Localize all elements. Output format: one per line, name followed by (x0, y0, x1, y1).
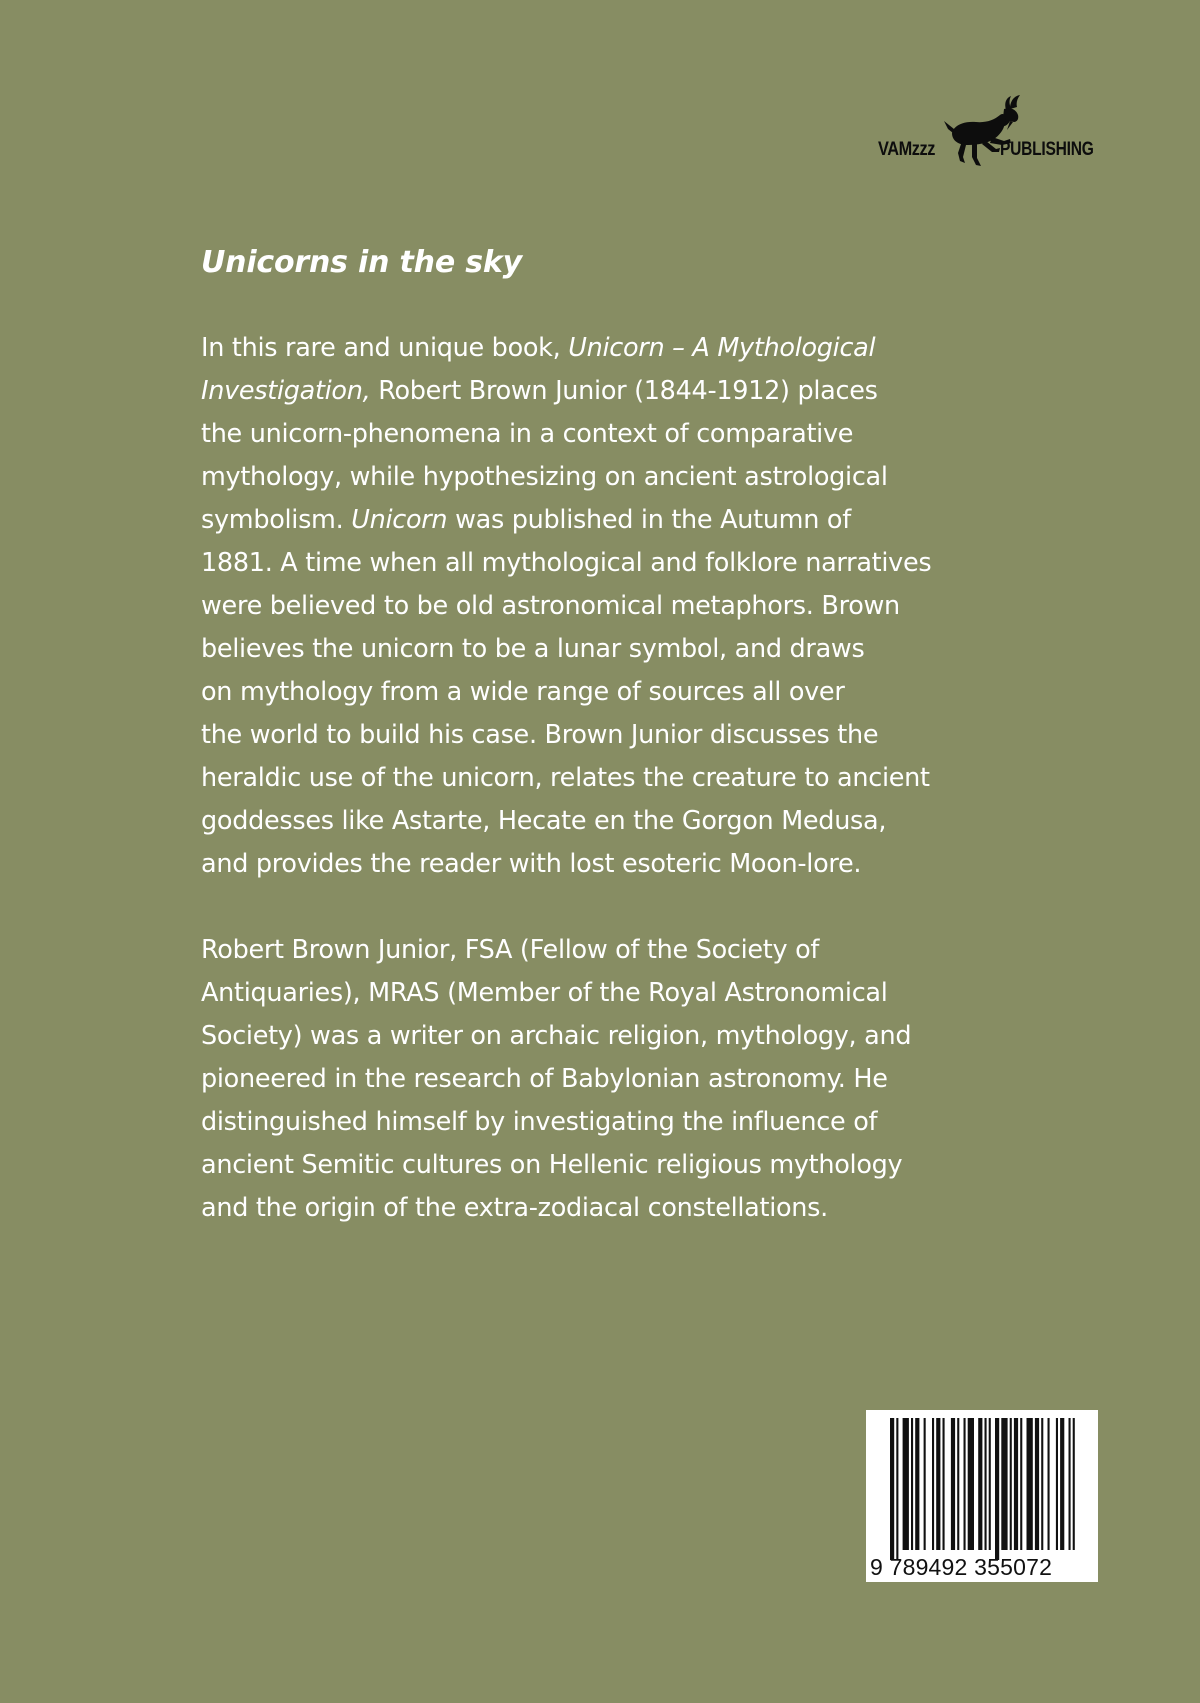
text-line (201, 757, 981, 800)
text-line (201, 671, 981, 714)
text-line: Antiquaries), MRAS (Member of the Royal Astronomical (201, 978, 888, 1008)
barcode-bar (1027, 1418, 1033, 1550)
text-run: and provides the reader with lost esoteric Moon-lore. (201, 849, 862, 879)
barcode-bar (995, 1418, 999, 1560)
barcode-bar (957, 1418, 959, 1550)
barcode-bar (896, 1418, 898, 1560)
barcode-bar (951, 1418, 955, 1550)
barcode-bar (890, 1418, 894, 1560)
text-run: goddesses like Astarte, Hecate en the Gorgon Medusa, (201, 806, 887, 836)
barcode-bar (1048, 1418, 1050, 1550)
text-run: believes the unicorn to be a lunar symbol, and draws (201, 634, 865, 664)
text-run: on mythology from a wide range of sources all over (201, 677, 845, 707)
text-run: In this rare and unique book, (201, 333, 569, 363)
publisher-name-left: VAMzzz (878, 139, 936, 160)
text-run: heraldic use of the unicorn, relates the creature to ancient (201, 763, 930, 793)
text-line (201, 370, 981, 413)
text-run: 1881. A time when all mythological and folklore narratives (201, 548, 932, 578)
text-line (201, 628, 981, 671)
text-line (201, 499, 981, 542)
barcode-bar (1056, 1418, 1058, 1550)
text-line: Society) was a writer on archaic religion, mythology, and (201, 1021, 912, 1051)
barcode-bar (985, 1418, 987, 1550)
text-line (201, 327, 981, 370)
text-line (201, 542, 981, 585)
barcode-bar (1060, 1418, 1064, 1550)
text-run: mythology, while hypothesizing on ancient astrological (201, 462, 888, 492)
barcode-bar (1035, 1418, 1039, 1550)
text-line: pioneered in the research of Babylonian astronomy. He (201, 1064, 888, 1094)
barcode-bar (968, 1418, 974, 1550)
barcode-bar (1010, 1418, 1012, 1550)
publisher-name-right: PUBLISHING (1000, 139, 1094, 160)
text-line: ancient Semitic cultures on Hellenic religious mythology (201, 1150, 903, 1180)
text-run: symbolism. (201, 505, 352, 535)
isbn-barcode (866, 1410, 1098, 1582)
heading: Unicorns in the sky (201, 245, 522, 280)
text-line: and the origin of the extra-zodiacal constellations. (201, 1193, 828, 1223)
barcode-bar (1020, 1418, 1022, 1550)
barcode-digits: 9 789492 355072 (870, 1554, 1053, 1580)
text-run: were believed to be old astronomical metaphors. Brown (201, 591, 900, 621)
publisher-logo (878, 95, 1102, 167)
barcode-bar (1073, 1418, 1075, 1550)
text-line (201, 800, 981, 843)
text-line (201, 843, 981, 886)
italic-text: Investigation, (201, 376, 371, 406)
barcode-bar (911, 1418, 913, 1550)
text-line: Robert Brown Junior, FSA (Fellow of the Society of (201, 935, 820, 965)
barcode-bar (1014, 1418, 1018, 1550)
isbn-barcode-icon (866, 1410, 1098, 1560)
text-run: Robert Brown Junior (1844-1912) places (370, 376, 878, 406)
italic-text: Unicorn – A Mythological (568, 333, 876, 363)
barcode-bar (964, 1418, 966, 1550)
back-cover-text (201, 238, 981, 1230)
description-paragraph (201, 327, 981, 886)
barcode-bar (936, 1418, 940, 1550)
barcode-bar (1069, 1418, 1071, 1550)
barcode-bar (1001, 1418, 1007, 1550)
barcode-bar (1041, 1418, 1043, 1550)
text-line (201, 413, 981, 456)
text-line (201, 714, 981, 757)
text-line (201, 585, 981, 628)
barcode-bar (978, 1418, 982, 1550)
text-line: distinguished himself by investigating the influence of (201, 1107, 878, 1137)
barcode-bar (989, 1418, 991, 1550)
text-run: the world to build his case. Brown Junior discusses the (201, 720, 879, 750)
text-run: the unicorn-phenomena in a context of comparative (201, 419, 854, 449)
author-bio-paragraph (201, 929, 981, 1230)
barcode-bar (924, 1418, 926, 1550)
barcode-bar (943, 1418, 945, 1550)
text-line (201, 456, 981, 499)
italic-text: Unicorn (351, 505, 448, 535)
barcode-bar (932, 1418, 934, 1550)
barcode-bar (915, 1418, 919, 1550)
text-run: was published in the Autumn of (447, 505, 851, 535)
barcode-bar (903, 1418, 909, 1550)
